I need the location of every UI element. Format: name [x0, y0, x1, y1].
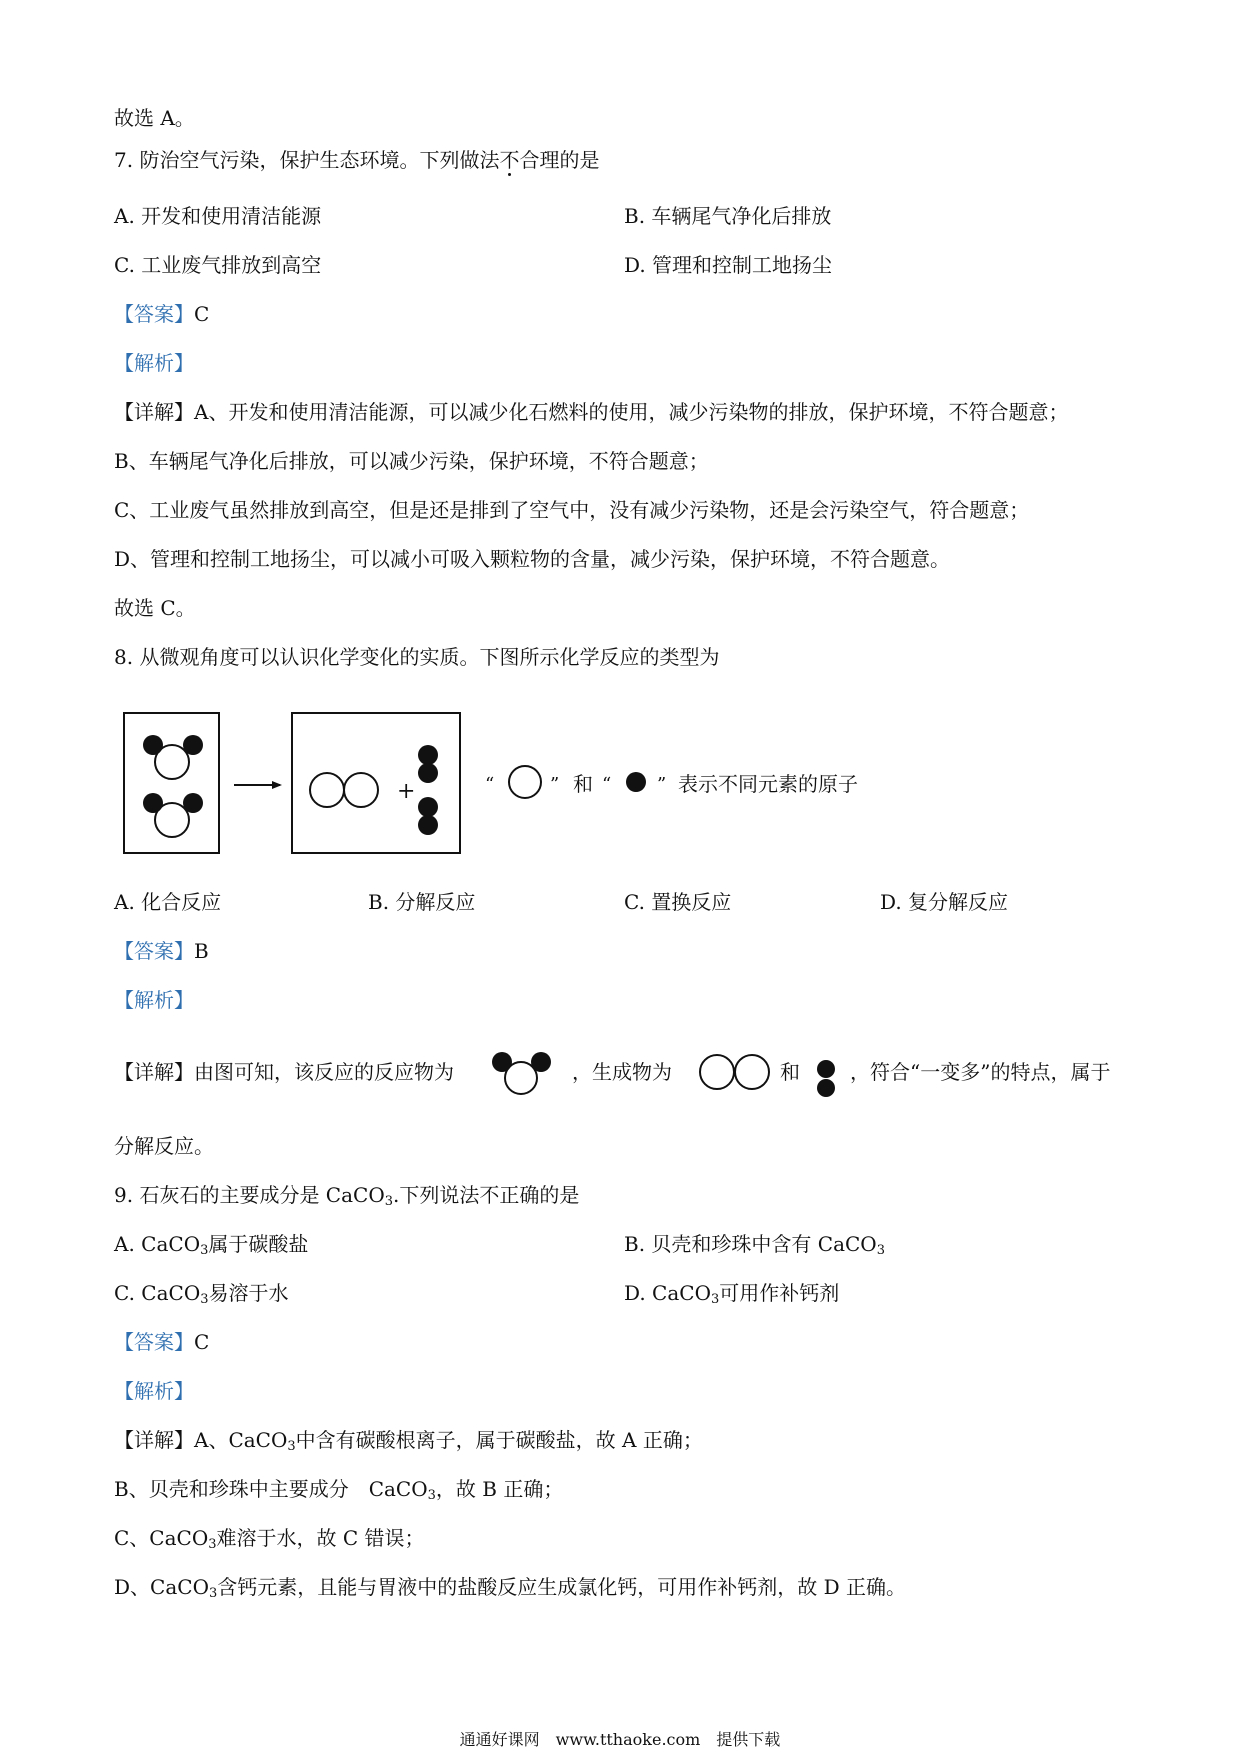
product-open-molecule: [310, 773, 378, 807]
svg-text:”: ”: [550, 774, 560, 795]
reactant-molecule: [143, 793, 203, 837]
q7-option-a: A. 开发和使用清洁能源: [114, 204, 322, 228]
answer-tag: 【答案】: [114, 1330, 194, 1354]
q6-conclusion: 故选 A。: [114, 106, 195, 130]
q8-option-a: A. 化合反应: [114, 890, 222, 914]
product-filled-molecule: [418, 797, 438, 835]
q9-detail-c: C、CaCO$_3$难溶于水，故 C 错误；: [114, 1526, 425, 1552]
q8-option-b: B. 分解反应: [368, 890, 476, 914]
q8-answer: 【答案】B: [114, 939, 209, 963]
emphasis-dot-char: 不: [499, 148, 520, 172]
q9-analysis-tag: 【解析】: [114, 1379, 194, 1403]
q8-detail-part1: 【详解】由图可知，该反应的反应物为: [114, 1060, 454, 1084]
reaction-diagram: [110, 710, 910, 860]
q9-option-d: D. CaCO$_3$可用作补钙剂: [624, 1281, 840, 1307]
svg-text:”: ”: [657, 774, 667, 795]
q7-detail-a: 【详解】A、开发和使用清洁能源，可以减少化石燃料的使用，减少污染物的排放，保护环境，不符合题意；: [114, 400, 1069, 424]
inline-open-molecule-icon: [696, 1050, 774, 1094]
detail-tag: 【详解】: [114, 1428, 194, 1452]
reaction-arrow: [234, 781, 282, 789]
q9-option-a: A. CaCO$_3$属于碳酸盐: [114, 1232, 309, 1258]
legend-open-atom-icon: [509, 766, 541, 798]
answer-tag: 【答案】: [114, 939, 194, 963]
q8-analysis-tag: 【解析】: [114, 988, 194, 1012]
q7-option-b: B. 车辆尾气净化后排放: [624, 204, 832, 228]
q9-option-b: B. 贝壳和珍珠中含有 CaCO$_3$: [624, 1232, 885, 1258]
detail-tag: 【详解】: [114, 1060, 194, 1084]
page-footer: 通通好课网 www.tthaoke.com 提供下载: [459, 1730, 781, 1749]
q7-detail-d: D、管理和控制工地扬尘，可以减小可吸入颗粒物的含量，减少污染，保护环境，不符合题意。: [114, 547, 951, 571]
q7-option-c: C. 工业废气排放到高空: [114, 253, 322, 277]
svg-text:表示不同元素的原子: 表示不同元素的原子: [678, 772, 858, 796]
q9-detail-a: 【详解】A、CaCO$_3$中含有碳酸根离子，属于碳酸盐，故 A 正确；: [114, 1428, 703, 1454]
q8-detail-end: 分解反应。: [114, 1134, 214, 1158]
inline-reactant-molecule-icon: [488, 1050, 558, 1102]
q8-detail-part3: 和: [780, 1060, 800, 1084]
inline-filled-molecule-icon: [813, 1058, 839, 1102]
q8-stem: 8. 从微观角度可以认识化学变化的实质。下图所示化学反应的类型为: [114, 645, 720, 669]
q7-analysis-tag: 【解析】: [114, 351, 194, 375]
q7-detail-c: C、工业废气虽然排放到高空，但是还是排到了空气中，没有减少污染物，还是会污染空气，符合题意；: [114, 498, 1030, 522]
q7-option-d: D. 管理和控制工地扬尘: [624, 253, 833, 277]
detail-tag: 【详解】: [114, 400, 194, 424]
answer-tag: 【答案】: [114, 302, 194, 326]
svg-text:和: 和: [573, 772, 593, 796]
q7-detail-b: B、车辆尾气净化后排放，可以减少污染，保护环境，不符合题意；: [114, 449, 709, 473]
q8-detail-part2: ，生成物为: [572, 1060, 672, 1084]
reactant-molecule: [143, 735, 203, 779]
q8-option-c: C. 置换反应: [624, 890, 732, 914]
q7-conclusion: 故选 C。: [114, 596, 196, 620]
product-filled-molecule: [418, 745, 438, 783]
plus-sign: +: [397, 779, 416, 804]
svg-text:“: “: [602, 774, 612, 795]
q8-detail-part4: ，符合“一变多”的特点，属于: [850, 1060, 1111, 1084]
q7-answer: 【答案】C: [114, 302, 210, 326]
legend-filled-atom-icon: [626, 772, 646, 792]
q7-stem: 7. 防治空气污染，保护生态环境。下列做法不合理的是: [114, 148, 600, 172]
q8-option-d: D. 复分解反应: [880, 890, 1009, 914]
q9-answer: 【答案】C: [114, 1330, 210, 1354]
q9-option-c: C. CaCO$_3$易溶于水: [114, 1281, 289, 1307]
svg-text:“: “: [485, 774, 495, 795]
q9-detail-b: B、贝壳和珍珠中主要成分 CaCO$_3$，故 B 正确；: [114, 1477, 564, 1503]
q9-stem: 9. 石灰石的主要成分是 CaCO$_3$.下列说法不正确的是: [114, 1183, 580, 1209]
q9-detail-d: D、CaCO$_3$含钙元素，且能与胃液中的盐酸反应生成氯化钙，可用作补钙剂，故 D 正确。: [114, 1575, 906, 1601]
